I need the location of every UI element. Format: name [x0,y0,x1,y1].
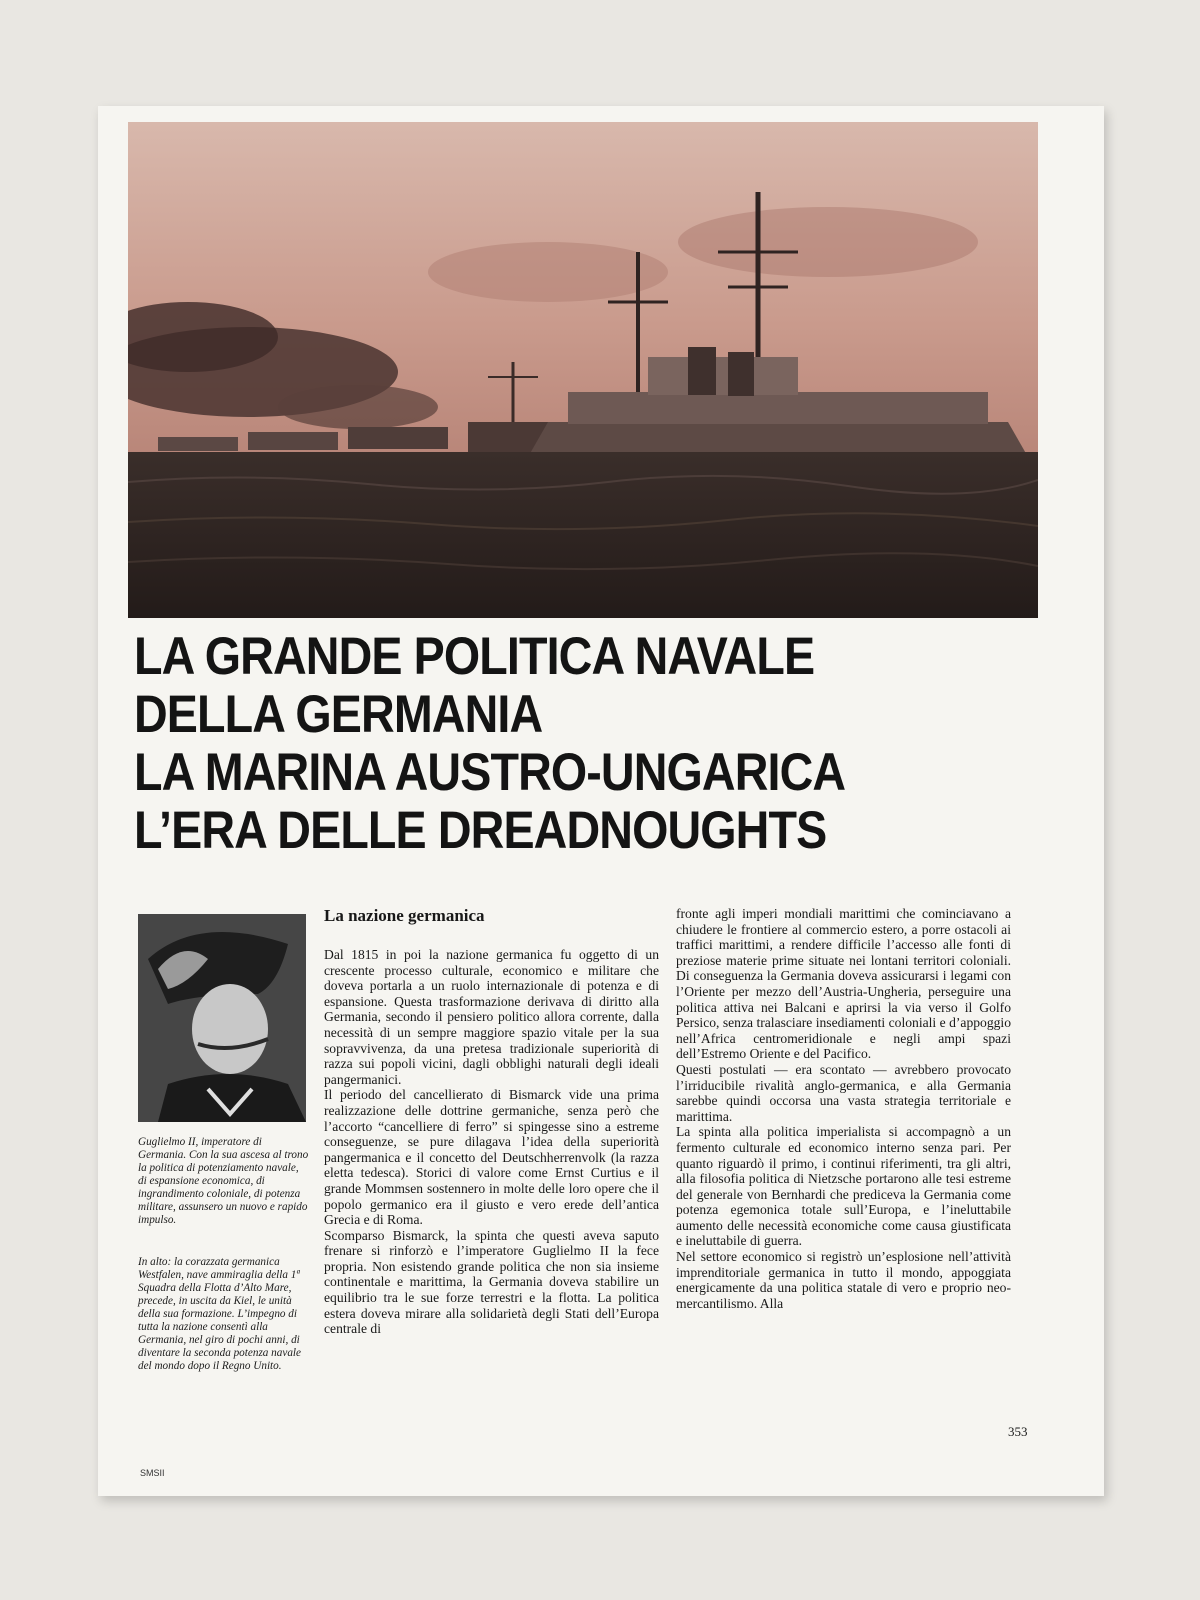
text-column-2 [676,906,1011,1311]
column1-paragraph-1: Dal 1815 in poi la nazione germanica fu oggetto di un crescente processo culturale, economico e militare che doveva portarla a un ruolo internazionale di potenza e di espansione. Questa trasformazione derivava di diritto alla Germania, secondo il pensiero politico allora corrente, dalla necessità di un sempre maggiore spazio vitale per la sua sopravvivenza, da una pretesa tradizionale superiorità di razza sui popoli vicini, dagli obblighi naturali degli ideali pangermanici. [324,947,659,1087]
column2-paragraph-3: La spinta alla politica imperialista si accompagnò a un fermento culturale ed economico interno senza pari. Per quanto riguardò il primo, i continui riferimenti, tra gli altri, alla filosofia politica di Nietzsche portarono alle tesi estreme del generale von Bernhardi che prediceva la Germania come potenza egemonica totale sull’Europa, e l’ineluttabile aumento delle necessità economiche come causa giustificata e ineluttabile di guerra. [676,1124,1011,1249]
section-title: La nazione germanica [324,906,485,925]
emperor-portrait [138,914,306,1122]
page-number: 353 [1008,1424,1028,1439]
headline-line-1: LA GRANDE POLITICA NAVALE [134,627,815,686]
column2-paragraph-1: fronte agli imperi mondiali marittimi che cominciavano a chiudere le frontiere al commercio estero, a porre ostacoli ai traffici marittimi, a rendere difficile l’accesso alle fonti di preziose materie prime situate nei lontani territori coloniali. Di conseguenza la Germania doveva assicurarsi i legami con l’Oriente per mezzo dell’Austria-Ungheria, perseguire una politica attiva nei Balcani e aprirsi la via verso il Golfo Persico, senza tralasciare insediamenti coloniali e d’appoggio nell’Africa centromeridionale e negli ampi spazi dell’Estremo Oriente e del Pacifico. [676,906,1011,1062]
headline [134,628,944,860]
text-column-1 [324,906,659,1337]
footer-code: SMSII [140,1468,165,1478]
headline-line-4: L’ERA DELLE DREADNOUGHTS [134,801,827,860]
portrait-caption: Guglielmo II, imperatore di Germania. Con la sua ascesa al trono la politica di potenziamento navale, di espansione economica, di ingrandimento coloniale, di potenza militare, assunsero un nuovo e rapido impulso. [138,1136,309,1226]
photo-caption: In alto: la corazzata germanica Westfalen, nave ammiraglia della 1ª Squadra della Flotta d’Alto Mare, precede, in uscita da Kiel, le unità della sua formazione. L’impegno di tutta la nazione consentì alla Germania, nel giro di pochi anni, di diventare la seconda potenza navale del mondo dopo il Regno Unito. [138,1256,302,1372]
magazine-page [98,106,1104,1496]
column2-paragraph-4: Nel settore economico si registrò un’esplosione nell’attività imprenditoriale germanica in tutto il mondo, appoggiata energicamente da una politica statale di vero e proprio neo-mercantilismo. Alla [676,1249,1011,1311]
column2-paragraph-2: Questi postulati — era scontato — avrebbero provocato l’irriducibile rivalità anglo-germanica, e alla Germania sarebbe quindi occorsa una vasta strategia territoriale e marittima. [676,1061,1011,1124]
battleship-photo [128,122,1038,618]
headline-line-3: LA MARINA AUSTRO-UNGARICA [134,743,846,802]
column1-paragraph-3: Scomparso Bismarck, la spinta che questi aveva saputo frenare si rinforzò e l’imperatore Guglielmo II la fece propria. Non esistendo grande politica che non sia insieme continentale e marittima, la Germania doveva stabilire un equilibrio tra le sue forze terrestri e la flotta. La politica estera doveva mirare alla solidarietà degli Stati dell’Europa centrale di [324,1227,659,1337]
column1-paragraph-2: Il periodo del cancellierato di Bismarck vide una prima realizzazione delle dottrine germaniche, senza però che l’accorto “cancelliere di ferro” si spingesse sino a estreme conseguenze, se pure dilagava l’idea della superiorità pangermanica e il concetto del Deutschherrenvolk (la razza eletta tedesca). Storici di valore come Ernst Curtius e il grande Mommsen sostennero in molte delle loro opere che il popolo germanico era il giusto e vero erede dell’antica Grecia e di Roma. [324,1087,659,1228]
battleship-illustration [128,122,1038,618]
portrait-illustration [138,914,306,1122]
headline-line-2: DELLA GERMANIA [134,685,543,744]
